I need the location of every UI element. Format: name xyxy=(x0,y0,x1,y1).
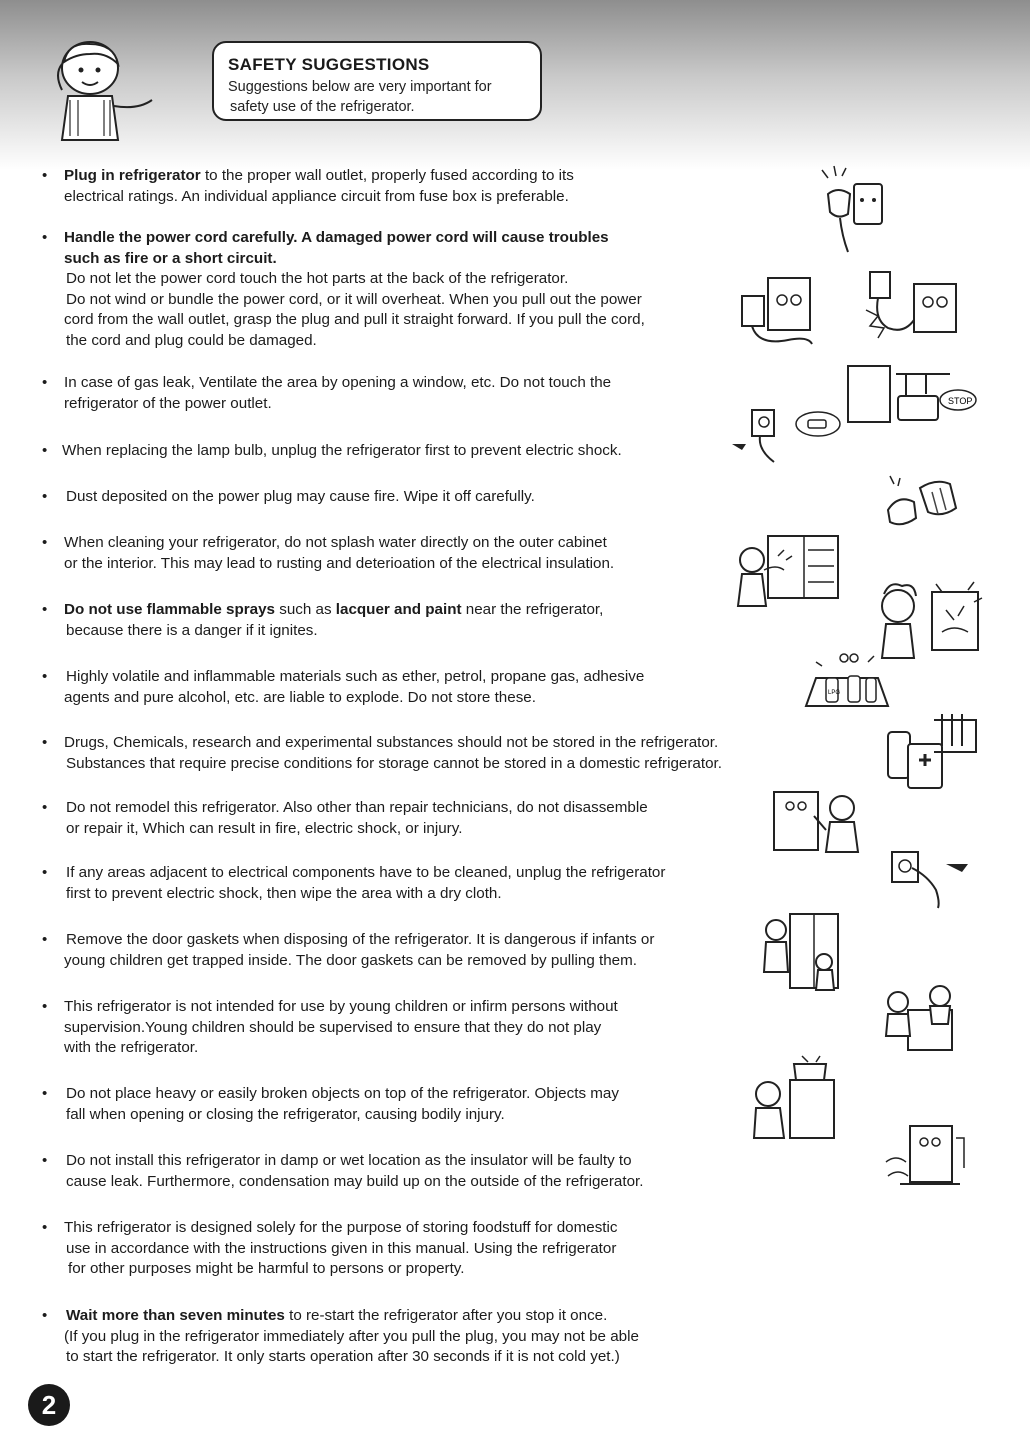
list-item xyxy=(40,863,760,904)
list-item xyxy=(40,733,760,774)
power-cord-illustration xyxy=(738,270,964,352)
children-play-illustration xyxy=(878,980,958,1054)
item-text: or repair it, Which can result in fire, electric shock, or injury. xyxy=(66,819,463,837)
item-text: to the proper wall outlet, properly fused according to its xyxy=(200,167,574,184)
item-text: Do not remodel this refrigerator. Also other than repair technicians, do not disassemble xyxy=(66,799,648,816)
bullet: • xyxy=(42,1307,48,1324)
bullet: • xyxy=(42,167,48,184)
bullet: • xyxy=(42,668,48,685)
flammable-spray-illustration xyxy=(876,580,988,660)
item-text: for other purposes might be harmful to persons or property. xyxy=(68,1260,465,1278)
bullet: • xyxy=(42,229,48,246)
bullet: • xyxy=(42,534,48,551)
list-item xyxy=(40,228,760,352)
list-item xyxy=(40,1151,760,1192)
callout-subtitle-line2: safety use of the refrigerator. xyxy=(230,99,415,115)
damp-location-illustration xyxy=(880,1118,966,1194)
list-item xyxy=(40,930,760,971)
callout-subtitle-line1: Suggestions below are very important for xyxy=(228,79,492,95)
item-text: When cleaning your refrigerator, do not splash water directly on the outer cabinet xyxy=(64,534,607,551)
item-text: with the refrigerator. xyxy=(64,1039,199,1057)
item-text: Highly volatile and inflammable materials such as ether, petrol, propane gas, adhesive xyxy=(66,668,645,685)
item-bold: Handle the power cord carefully. A damaged power cord will cause troubles xyxy=(64,229,609,246)
cleaning-splash-illustration xyxy=(734,530,842,608)
item-text: Do not let the power cord touch the hot parts at the back of the refrigerator. xyxy=(66,270,569,288)
item-text: near the refrigerator, xyxy=(461,601,604,618)
remodel-illustration xyxy=(770,786,862,854)
item-bold: Plug in refrigerator xyxy=(64,167,201,184)
item-text: because there is a danger if it ignites. xyxy=(66,621,318,639)
lpg-label: LPG xyxy=(828,690,841,696)
chemicals-illustration xyxy=(886,710,978,792)
dust-plug-illustration xyxy=(880,474,960,534)
heavy-objects-illustration xyxy=(750,1054,842,1140)
item-text: Do not install this refrigerator in damp or wet location as the insulator will be faulty to xyxy=(66,1152,632,1169)
item-text: When replacing the lamp bulb, unplug the refrigerator first to prevent electric shock. xyxy=(62,442,622,459)
list-item xyxy=(40,441,760,462)
callout-subtitle xyxy=(228,77,526,117)
list-item xyxy=(40,487,760,508)
item-text: the cord and plug could be damaged. xyxy=(66,331,317,349)
item-text: fall when opening or closing the refrigerator, causing bodily injury. xyxy=(66,1105,505,1123)
item-text: In case of gas leak, Ventilate the area by opening a window, etc. Do not touch the xyxy=(64,374,612,391)
item-text: to start the refrigerator. It only starts operation after 30 seconds if it is not cold yet.) xyxy=(66,1348,620,1366)
bullet: • xyxy=(42,1152,48,1169)
inflammable-bottles-illustration xyxy=(804,648,890,710)
door-gasket-illustration xyxy=(760,908,850,994)
callout-title: SAFETY SUGGESTIONS xyxy=(228,55,430,74)
safety-callout xyxy=(212,41,542,121)
unplug-illustration xyxy=(888,846,972,910)
list-item xyxy=(40,1306,760,1368)
item-text: Do not wind or bundle the power cord, or it will overheat. When you pull out the power xyxy=(66,290,642,308)
item-bold: such as fire or a short circuit. xyxy=(64,249,277,267)
item-text: Substances that require precise conditions for storage cannot be stored in a domestic refrigerator. xyxy=(66,754,722,772)
list-item xyxy=(40,1218,760,1280)
list-item xyxy=(40,997,760,1059)
item-bold: Wait more than seven minutes xyxy=(66,1307,285,1324)
bullet: • xyxy=(42,374,48,391)
bullet: • xyxy=(42,864,48,881)
item-text: (If you plug in the refrigerator immediately after you pull the plug, you may not be able xyxy=(64,1327,639,1345)
list-item xyxy=(40,373,760,414)
bullet: • xyxy=(42,799,48,816)
list-item xyxy=(40,798,760,839)
item-text: Dust deposited on the power plug may cause fire. Wipe it off carefully. xyxy=(66,488,535,505)
bullet: • xyxy=(42,1085,48,1102)
item-text: This refrigerator is designed solely for the purpose of storing foodstuff for domestic xyxy=(64,1219,618,1236)
item-text: Do not place heavy or easily broken objects on top of the refrigerator. Objects may xyxy=(66,1085,619,1102)
item-text: or the interior. This may lead to rusting and deterioation of the electrical insulation. xyxy=(64,554,615,572)
item-text: to re-start the refrigerator after you stop it once. xyxy=(284,1307,608,1324)
item-text: agents and pure alcohol, etc. are liable to explode. Do not store these. xyxy=(64,688,536,706)
item-text: use in accordance with the instructions given in this manual. Using the refrigerator xyxy=(66,1239,617,1257)
item-text: cause leak. Furthermore, condensation may build up on the outside of the refrigerator. xyxy=(66,1172,644,1190)
item-text: Remove the door gaskets when disposing of the refrigerator. It is dangerous if infants or xyxy=(66,931,655,948)
list-item xyxy=(40,533,760,574)
mascot-illustration xyxy=(48,40,160,148)
list-item xyxy=(40,1084,760,1125)
list-item xyxy=(40,166,760,207)
item-text: Drugs, Chemicals, research and experimental substances should not be stored in the refrigerator. xyxy=(64,734,719,751)
page-number: 2 xyxy=(28,1384,70,1426)
item-text: such as xyxy=(275,601,336,618)
bullet: • xyxy=(42,734,48,751)
item-bold: Do not use flammable sprays xyxy=(64,601,276,618)
item-bold: lacquer and paint xyxy=(335,601,462,618)
list-item xyxy=(40,667,760,708)
bullet: • xyxy=(42,488,48,505)
item-text: refrigerator of the power outlet. xyxy=(64,394,272,412)
item-text: cord from the wall outlet, grasp the plug and pull it straight forward. If you pull the cord, xyxy=(64,311,645,329)
item-text: first to prevent electric shock, then wipe the area with a dry cloth. xyxy=(66,884,502,902)
bullet: • xyxy=(42,601,48,618)
bullet: • xyxy=(42,1219,48,1236)
gas-leak-illustration xyxy=(730,360,978,464)
item-text: supervision.Young children should be supervised to ensure that they do not play xyxy=(64,1018,602,1036)
bullet: • xyxy=(42,931,48,948)
item-text: electrical ratings. An individual appliance circuit from fuse box is preferable. xyxy=(64,187,569,205)
list-item xyxy=(40,600,760,641)
bullet: • xyxy=(42,998,48,1015)
item-text: This refrigerator is not intended for use by young children or infirm persons without xyxy=(64,998,618,1015)
plug-in-outlet-illustration xyxy=(818,164,888,256)
item-text: young children get trapped inside. The door gaskets can be removed by pulling them. xyxy=(64,951,637,969)
stop-label: STOP xyxy=(948,396,973,406)
item-text: If any areas adjacent to electrical components have to be cleaned, unplug the refrigerator xyxy=(66,864,666,881)
bullet: • xyxy=(42,442,48,459)
